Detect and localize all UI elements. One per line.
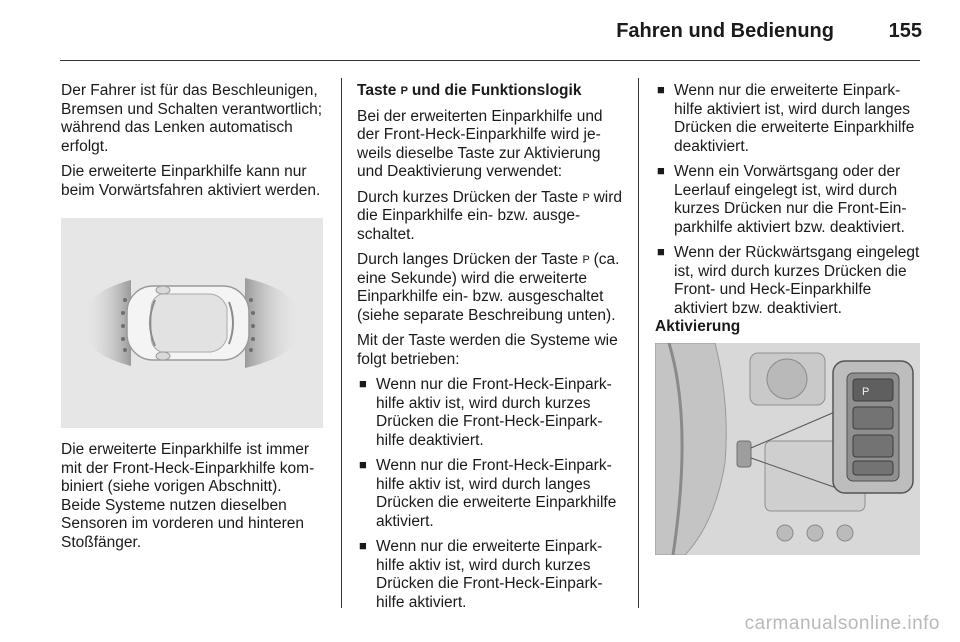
- column-3: [655, 82, 923, 325]
- list-item: ■ Wenn der Rückwärtsgang eingelegt ist, wird durch kurzes Drücken die Front- und Heck-Einparkhilfe aktiviert bzw. deaktiviert.: [657, 244, 920, 317]
- column-divider-2: [638, 78, 639, 608]
- paragraph-short-press: Durch kurzes Drücken der Taste P wird die Einparkhilfe ein- bzw. ausgeschaltet.: [357, 188, 623, 243]
- column-1: [61, 82, 325, 207]
- car-top-view: [127, 286, 249, 360]
- park-assist-switch: [737, 441, 751, 467]
- list-item: ■ Wenn nur die erweiterte Einparkhilfe aktiv ist, wird durch kurzes Drücken die Front-Heck-Einparkhilfe aktiviert.: [359, 538, 603, 611]
- header-rule: [60, 60, 920, 61]
- front-sensor-field: [83, 280, 131, 366]
- bullet-icon: ■: [657, 163, 665, 178]
- dashboard-diagram: [655, 343, 920, 555]
- bullet-icon: ■: [359, 457, 367, 472]
- running-header-title: Fahren und Bedienung: [616, 20, 834, 42]
- paragraph-combined-systems: Die erweiterte Einparkhilfe ist immer mit der Front-Heck-Einparkhilfe kombiniert (siehe vorigen Abschnitt). Beide Systeme nutzen dieselben Sensoren im vorderen und hinteren Stoßfänger.: [61, 441, 315, 551]
- column-divider-1: [341, 78, 342, 608]
- list-item: ■ Wenn ein Vorwärtsgang oder der Leerlauf eingelegt ist, wird durch kurzes Drücken nur die Front-Einparkhilfe aktiviert bzw. deaktiviert.: [657, 163, 907, 236]
- rear-sensor-field: [245, 278, 301, 368]
- column-2: [357, 82, 625, 619]
- bullet-icon: ■: [359, 538, 367, 553]
- page-number: 155: [888, 20, 922, 42]
- bullet-icon: ■: [657, 82, 665, 97]
- list-item: ■ Wenn nur die erweiterte Einparkhilfe aktiviert ist, wird durch langes Drücken die erweiterte Einparkhilfe deaktiviert.: [657, 82, 915, 155]
- paragraph-same-button: Bei der erweiterten Einparkhilfe und der Front-Heck-Einparkhilfe wird jeweils dieselbe Taste zur Aktivierung und Deaktivierung verwendet:: [357, 107, 603, 180]
- heading-activation: Aktivierung: [655, 318, 741, 335]
- column-1-lower: [61, 441, 325, 559]
- list-item: ■ Wenn nur die Front-Heck-Einparkhilfe aktiv ist, wird durch langes Drücken die erweiterte Einparkhilfe aktiviert.: [359, 457, 617, 530]
- paragraph-forward-only: Die erweiterte Einparkhilfe kann nur beim Vorwärtsfahren aktiviert werden.: [61, 163, 321, 199]
- heading-button-logic: Taste P und die Funktionslogik: [357, 82, 582, 99]
- park-assist-button-icon: P: [862, 386, 870, 398]
- dashboard-button-illustration: [655, 343, 920, 555]
- bullet-icon: ■: [359, 376, 367, 391]
- park-assist-button-icon: P: [582, 191, 590, 204]
- paragraph-long-press: Durch langes Drücken der Taste P (ca. eine Sekunde) wird die erweiterte Einparkhilfe ein- bzw. ausgeschaltet (siehe separate Beschreibung unten).: [357, 251, 620, 324]
- paragraph-driver-responsibility: Der Fahrer ist für das Beschleunigen, Bremsen und Schalten verantwortlich; während das Lenken automatisch erfolgt.: [61, 82, 323, 155]
- bullet-icon: ■: [657, 244, 665, 259]
- watermark-text: carmanualsonline.info: [744, 613, 940, 634]
- paragraph-operation-intro: Mit der Taste werden die Systeme wie folgt betrieben:: [357, 332, 618, 368]
- bullet-list-col3: [655, 82, 923, 318]
- car-sensor-diagram: [61, 218, 323, 428]
- park-assist-button-icon: P: [400, 85, 408, 97]
- park-assist-button: [853, 379, 893, 401]
- list-item: ■ Wenn nur die Front-Heck-Einparkhilfe aktiv ist, wird durch kurzes Drücken die Front-Heck-Einparkhilfe deaktiviert.: [359, 376, 612, 449]
- park-assist-button-icon: P: [582, 254, 590, 266]
- bullet-list-col2: [357, 376, 625, 612]
- parking-sensor-illustration: [61, 218, 323, 428]
